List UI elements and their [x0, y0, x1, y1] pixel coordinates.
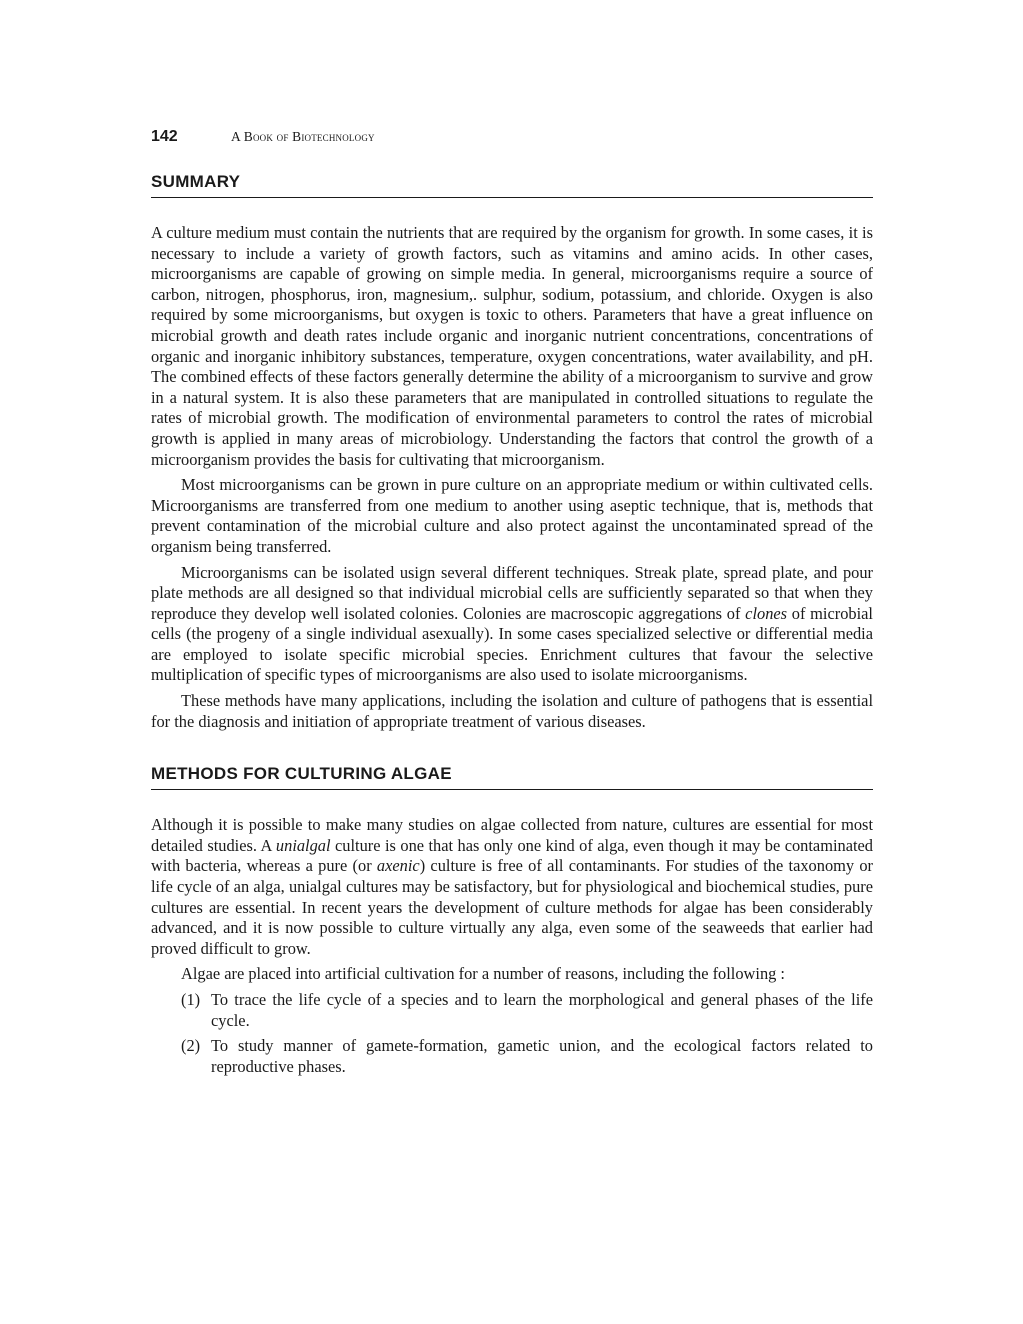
methods-section	[151, 815, 873, 1077]
list-marker: (1)	[181, 990, 201, 1009]
summary-paragraph-3-part-b: of microbial cells (the progeny of a single individual asexually). In some cases specialized selective or differential media are employed to isolate specific microbial species. Enrichment cultures that favour the selective multiplication of specific types of microorganisms are also used to isolate microorganisms.	[151, 603, 873, 685]
methods-paragraph-1-part-b: culture is one that has only one kind of alga, even though it may be contaminated with bacteria, whereas a pure (or	[151, 835, 874, 876]
methods-paragraph-1-part-a: Although it is possible to make many studies on algae collected from nature, cultures are essential for most detailed studies. A	[151, 815, 873, 855]
methods-paragraph-2: Algae are placed into artificial cultivation for a number of reasons, including the following :	[181, 964, 785, 984]
list-item	[181, 990, 873, 1031]
term-clones: clones	[745, 603, 788, 623]
list-marker: (2)	[181, 1036, 201, 1056]
running-title: A Book of Biotechnology	[231, 129, 375, 144]
book-page	[151, 128, 873, 1082]
summary-section	[151, 223, 873, 732]
running-head	[151, 128, 873, 156]
list-text: To study manner of gamete-formation, gametic union, and the ecological factors related to reproductive phases.	[211, 1036, 873, 1076]
summary-paragraph-3-part-a: Microorganisms can be isolated usign several different techniques. Streak plate, spread plate, and pour plate methods are all designed so that individual microbial cells are sufficiently separated so that when they reproduce they develop well isolated colonies. Colonies are macroscopic aggregations of	[151, 562, 873, 623]
summary-heading: SUMMARY	[151, 172, 873, 198]
summary-paragraph-2: Most microorganisms can be grown in pure culture on an appropriate medium or within cultivated cells. Microorganisms are transferred from one medium to another using aseptic technique, that is, methods that prevent contamination of the microbial culture and also protect against the uncontaminated spread of the organism being transferred.	[151, 475, 873, 556]
methods-heading: METHODS FOR CULTURING ALGAE	[151, 764, 873, 790]
term-axenic: axenic	[376, 856, 420, 876]
page-number: 142	[151, 128, 178, 145]
list-text: To trace the life cycle of a species and to learn the morphological and general phases of the life cycle.	[211, 990, 873, 1030]
methods-paragraph-1-part-c: ) culture is free of all contaminants. For studies of the taxonomy or life cycle of an alga, unialgal cultures may be satisfactory, but for physiological and biochemical studies, pure cultures are essential. In recent years the development of culture methods for algae has been considerably advanced, and it is now possible to culture virtually any alga, even some of the seaweeds that earlier had proved difficult to grow.	[151, 856, 874, 958]
summary-paragraph-1: A culture medium must contain the nutrients that are required by the organism for growth. In some cases, it is necessary to include a variety of growth factors, such as vitamins and amino acids. In other cases, microorganisms are capable of growing on simple media. In general, microorganisms require a source of carbon, nitrogen, phosphorus, iron, magnesium,. sulphur, sodium, potassium, and chloride. Oxygen is also required by some microorganisms, but oxygen is toxic to others. Parameters that have a great influence on microbial growth and death rates include organic and inorganic nutrient concentrations, concentrations of organic and inorganic inhibitory substances, temperature, oxygen concentrations, water availability, and pH. The combined effects of these factors generally determine the ability of a microorganism to survive and grow in a natural system. It is also these parameters that are manipulated in controlled situations to regulate the rates of microbial growth. The modification of environmental parameters to control the rates of microbial growth is applied in many areas of microbiology. Understanding the factors that control the growth of a microorganism provides the basis for cultivating that microorganism.	[151, 223, 873, 469]
methods-paragraph-1	[151, 815, 873, 959]
summary-paragraph-3	[151, 563, 873, 687]
term-unialgal: unialgal	[275, 835, 331, 855]
summary-paragraph-4: These methods have many applications, including the isolation and culture of pathogens that is essential for the diagnosis and initiation of appropriate treatment of various diseases.	[151, 691, 873, 731]
list-item	[181, 1036, 873, 1077]
